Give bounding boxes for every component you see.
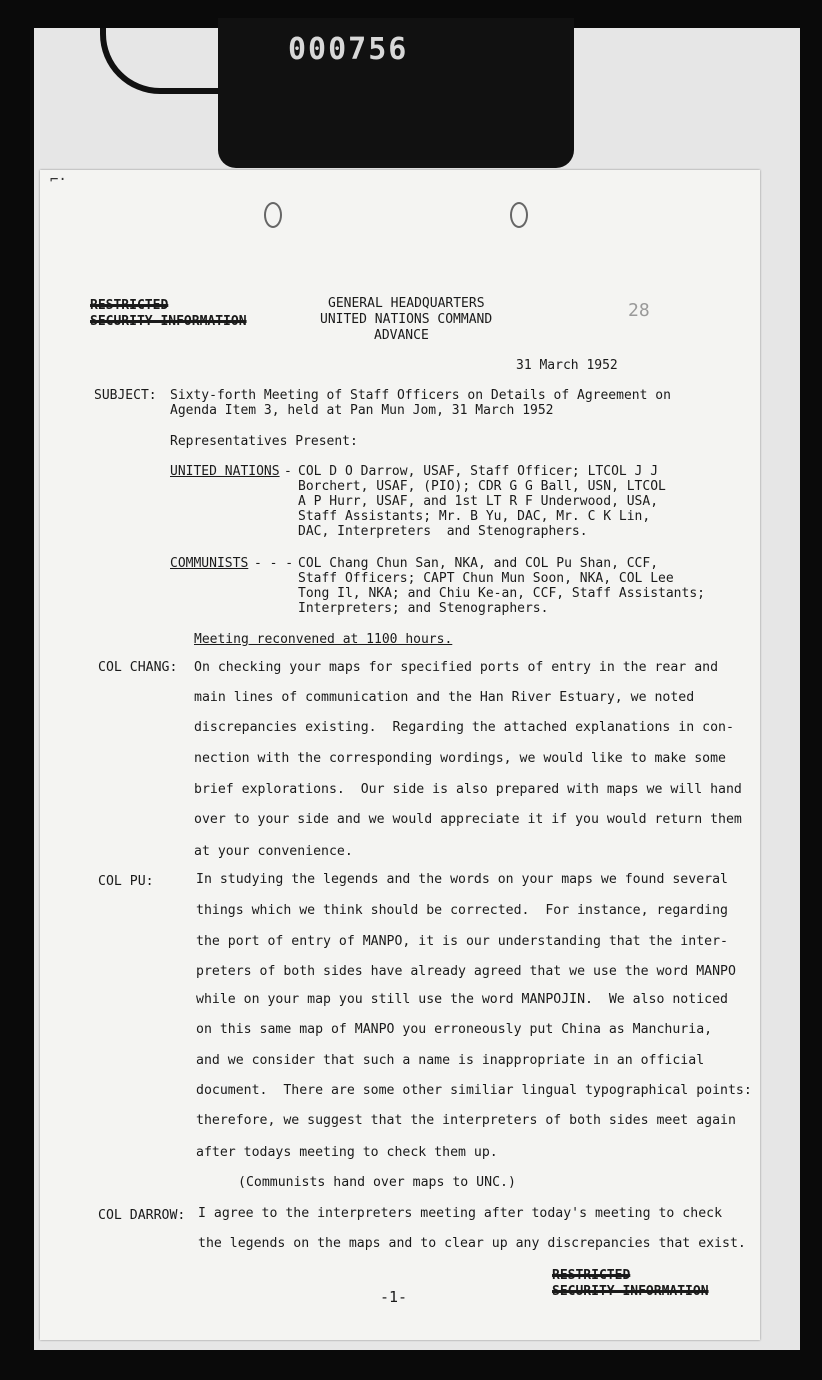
un-line: Borchert, USAF, (PIO); CDR G G Ball, USN, LTCOL	[298, 479, 666, 494]
speech-line: document. There are some other similiar lingual typographical points:	[196, 1083, 752, 1098]
speech-line: the port of entry of MANPO, it is our understanding that the inter-	[196, 934, 728, 949]
hq-line-3: ADVANCE	[374, 328, 429, 343]
communists-dash: - - -	[254, 556, 294, 571]
speech-line: therefore, we suggest that the interpreters of both sides meet again	[196, 1113, 736, 1128]
document-date: 31 March 1952	[516, 358, 618, 373]
un-line: DAC, Interpreters and Stenographers.	[298, 524, 588, 539]
speech-line: things which we think should be corrected. For instance, regarding	[196, 903, 728, 918]
speech-line: In studying the legends and the words on your maps we found several	[196, 872, 728, 887]
speech-line: and we consider that such a name is inappropriate in an official	[196, 1053, 705, 1068]
un-line: A P Hurr, USAF, and 1st LT R F Underwood, USA,	[298, 494, 659, 509]
speech-line: brief explorations. Our side is also prepared with maps we will hand	[194, 782, 742, 797]
speech-line: nection with the corresponding wordings, we would like to make some	[194, 751, 726, 766]
classification-restricted: RESTRICTED	[90, 298, 169, 313]
speech-line: On checking your maps for specified ports of entry in the rear and	[194, 660, 719, 675]
subject-line: Sixty-forth Meeting of Staff Officers on Details of Agreement on	[170, 388, 671, 403]
page-number: -1-	[380, 1288, 408, 1306]
classification-security: SECURITY INFORMATION	[90, 314, 247, 329]
speech-line: at your convenience.	[194, 844, 353, 859]
speaker-label: COL PU:	[98, 874, 154, 889]
footer-classification-restricted: RESTRICTED	[552, 1268, 631, 1283]
un-line: Staff Assistants; Mr. B Yu, DAC, Mr. C K Lin,	[298, 509, 651, 524]
speaker-label: COL CHANG:	[98, 660, 178, 675]
corner-mark: ⌐·	[50, 172, 67, 188]
speech-line: the legends on the maps and to clear up any discrepancies that exist.	[198, 1236, 746, 1251]
reps-heading: Representatives Present:	[170, 434, 358, 449]
reconvened-note: Meeting reconvened at 1100 hours.	[194, 632, 453, 647]
footer-classification-security: SECURITY INFORMATION	[552, 1284, 709, 1299]
speech-line: discrepancies existing. Regarding the attached explanations in con-	[194, 720, 734, 735]
communists-line: COL Chang Chun San, NKA, and COL Pu Shan, CCF,	[298, 556, 659, 571]
hq-line-2: UNITED NATIONS COMMAND	[320, 312, 493, 327]
speaker-label: COL DARROW:	[98, 1208, 186, 1223]
speech-line: I agree to the interpreters meeting after today's meeting to check	[198, 1206, 723, 1221]
speech-line: on this same map of MANPO you erroneously put China as Manchuria,	[196, 1022, 713, 1037]
communists-line: Interpreters; and Stenographers.	[298, 601, 549, 616]
hq-line-1: GENERAL HEADQUARTERS	[328, 296, 485, 311]
un-label: UNITED NATIONS	[170, 464, 280, 479]
page-stamp: 28	[628, 300, 650, 321]
un-dash: -	[284, 464, 292, 479]
communists-line: Tong Il, NKA; and Chiu Ke-an, CCF, Staff Assistants;	[298, 586, 705, 601]
communists-line: Staff Officers; CAPT Chun Mun Soon, NKA, COL Lee	[298, 571, 674, 586]
punch-hole	[510, 202, 528, 228]
speech-line: over to your side and we would appreciate it if you would return them	[194, 812, 742, 827]
speech-line: main lines of communication and the Han River Estuary, we noted	[194, 690, 695, 705]
punch-hole	[264, 202, 282, 228]
speech-line: after todays meeting to check them up.	[196, 1145, 498, 1160]
speech-line: while on your map you still use the word MANPOJIN. We also noticed	[196, 992, 728, 1007]
archive-counter	[218, 18, 574, 168]
document-page	[40, 170, 760, 1340]
subject-line: Agenda Item 3, held at Pan Mun Jom, 31 March 1952	[170, 403, 554, 418]
subject-label: SUBJECT:	[94, 388, 157, 403]
speech-line: preters of both sides have already agreed that we use the word MANPO	[196, 964, 736, 979]
un-line: COL D O Darrow, USAF, Staff Officer; LTCOL J J	[298, 464, 659, 479]
communists-label: COMMUNISTS	[170, 556, 249, 571]
counter-digits: 000756	[288, 32, 409, 67]
stage-direction: (Communists hand over maps to UNC.)	[238, 1175, 516, 1190]
